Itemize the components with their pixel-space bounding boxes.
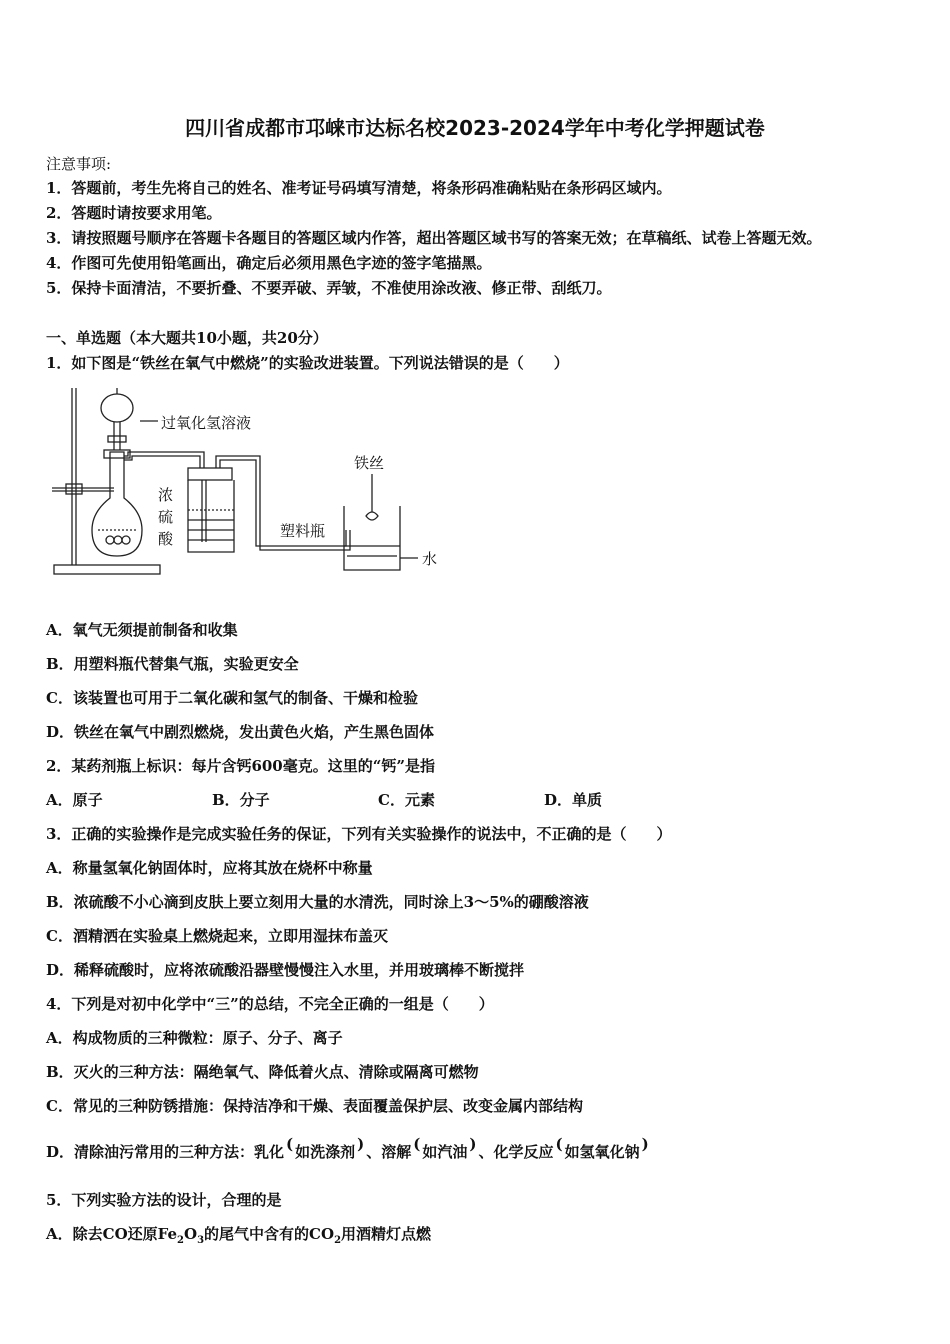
q4-option-c: C．常见的三种防锈措施：保持洁净和干燥、表面覆盖保护层、改变金属内部结构 xyxy=(46,1097,583,1115)
q3-option-b: B．浓硫酸不小心滴到皮肤上要立刻用大量的水清洗，同时涂上3～5%的硼酸溶液 xyxy=(46,893,589,911)
page-title: 四川省成都市邛崃市达标名校2023-2024学年中考化学押题试卷 xyxy=(185,116,765,140)
q5-a-text: 用酒精灯点燃 xyxy=(341,1225,432,1243)
label-water: 水 xyxy=(422,550,438,568)
subscript: 2 xyxy=(177,1235,184,1246)
q4-option-d xyxy=(46,1135,651,1162)
q4-d-p2: 如汽油 xyxy=(422,1143,468,1161)
paren-close: ) xyxy=(357,1135,365,1153)
label-h2o2: 过氧化氢溶液 xyxy=(161,414,252,432)
label-plastic-bottle: 塑料瓶 xyxy=(280,522,326,540)
plastic-bottle xyxy=(344,506,400,570)
notice-heading: 注意事项: xyxy=(46,155,112,173)
q3-option-d: D．稀释硫酸时，应将浓硫酸沿器壁慢慢注入水里，并用玻璃棒不断搅拌 xyxy=(46,961,525,979)
q2-option-a: A．原子 xyxy=(46,791,103,809)
wash-bottle xyxy=(188,480,234,552)
flask xyxy=(92,452,142,556)
q1-option-c: C．该装置也可用于二氧化碳和氢气的制备、干燥和检验 xyxy=(46,689,418,707)
q4-d-p1: 如洗涤剂 xyxy=(295,1143,356,1161)
q5-option-a xyxy=(46,1223,431,1246)
subscript: 3 xyxy=(197,1235,205,1246)
notice-item: 3．请按照题号顺序在答题卡各题目的答题区域内作答，超出答题区域书写的答案无效；在草稿纸、试卷上答题无效。 xyxy=(46,229,822,247)
label-acid-1: 浓 xyxy=(158,486,174,504)
q4-d-mid2: 、化学反应 xyxy=(478,1143,554,1161)
paren-open: ( xyxy=(413,1135,421,1153)
q1-option-a: A．氧气无须提前制备和收集 xyxy=(46,621,238,639)
q2-option-b: B．分子 xyxy=(212,791,270,809)
q3-option-a: A．称量氢氧化钠固体时，应将其放在烧杯中称量 xyxy=(46,859,373,877)
q1-option-b: B．用塑料瓶代替集气瓶，实验更安全 xyxy=(46,655,299,673)
q2-option-c: C．元素 xyxy=(378,791,435,809)
label-acid-3: 酸 xyxy=(158,530,174,548)
q4-d-p3: 如氢氧化钠 xyxy=(564,1143,640,1161)
q1-option-d: D．铁丝在氧气中剧烈燃烧，发出黄色火焰，产生黑色固体 xyxy=(46,723,435,741)
q4-option-b: B．灭火的三种方法：隔绝氧气、降低着火点、清除或隔离可燃物 xyxy=(46,1063,479,1081)
apparatus-figure xyxy=(44,380,464,585)
notice-item: 2．答题时请按要求用笔。 xyxy=(46,204,222,222)
label-acid-2: 硫 xyxy=(158,508,174,526)
stand-base xyxy=(54,565,160,574)
q5-a-text: O xyxy=(184,1225,198,1243)
subscript: 2 xyxy=(334,1235,342,1246)
notice-item: 1．答题前，考生先将自己的姓名、准考证号码填写清楚，将条形码准确粘贴在条形码区域内。 xyxy=(46,179,672,197)
notice-item: 5．保持卡面清洁，不要折叠、不要弄破、弄皱，不准使用涂改液、修正带、刮纸刀。 xyxy=(46,279,612,297)
paren-close: ) xyxy=(641,1135,649,1153)
q4-d-prefix: D．清除油污常用的三种方法：乳化 xyxy=(46,1143,285,1161)
q5-a-text: 的尾气中含有的CO xyxy=(204,1225,335,1243)
q5-a-text: A．除去CO还原Fe xyxy=(46,1225,178,1243)
q4-d-mid1: 、溶解 xyxy=(366,1143,412,1161)
paren-close: ) xyxy=(469,1135,477,1153)
separatory-funnel xyxy=(101,394,133,422)
question-1-stem: 1．如下图是“铁丝在氧气中燃烧”的实验改进装置。下列说法错误的是（ ） xyxy=(46,354,569,372)
bottle-stopper xyxy=(188,468,232,480)
paren-open: ( xyxy=(286,1135,294,1153)
paren-open: ( xyxy=(555,1135,563,1153)
question-3-stem: 3．正确的实验操作是完成实验任务的保证，下列有关实验操作的说法中，不正确的是（ ） xyxy=(46,825,672,843)
label-iron-wire: 铁丝 xyxy=(354,454,385,472)
question-2-stem: 2．某药剂瓶上标识：每片含钙600毫克。这里的“钙”是指 xyxy=(46,757,436,775)
q4-option-a: A．构成物质的三种微粒：原子、分子、离子 xyxy=(46,1029,343,1047)
section-heading: 一、单选题（本大题共10小题，共20分） xyxy=(46,329,328,347)
question-5-stem: 5．下列实验方法的设计，合理的是 xyxy=(46,1191,282,1209)
question-4-stem: 4．下列是对初中化学中“三”的总结，不完全正确的一组是（ ） xyxy=(46,995,494,1013)
notice-item: 4．作图可先使用铅笔画出，确定后必须用黑色字迹的签字笔描黑。 xyxy=(46,254,492,272)
q2-option-d: D．单质 xyxy=(544,791,603,809)
q3-option-c: C．酒精洒在实验桌上燃烧起来，立即用湿抹布盖灭 xyxy=(46,927,388,945)
q2-options xyxy=(46,789,602,810)
